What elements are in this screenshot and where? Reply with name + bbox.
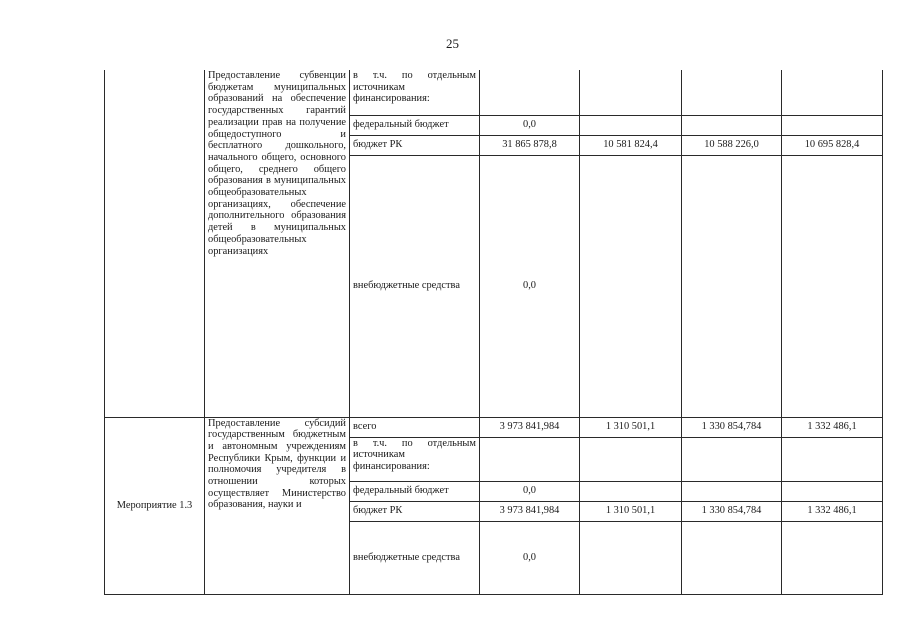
page-number: 25 [446,36,459,51]
year1-cell [580,155,682,417]
source-cell: внебюджетные средства [350,155,480,417]
total-cell: 3 973 841,984 [480,501,580,521]
year1-cell: 1 310 501,1 [580,501,682,521]
total-cell: 0,0 [480,481,580,501]
budget-table [104,70,883,595]
source-cell: в т.ч. по отдельным источникам финансирования: [350,70,480,115]
source-cell: федеральный бюджет [350,115,480,135]
source-cell: бюджет РК [350,135,480,155]
total-cell: 0,0 [480,115,580,135]
total-cell: 0,0 [480,521,580,594]
year2-cell [682,115,782,135]
table-row [105,70,883,115]
event-description-cell: Предоставление субвенции бюджетам муниципальных образований на обеспечение государственных гарантий реализации прав на получение общедоступного и бесплатного дошкольного, начального общего, основного общего, среднего общего образования в муниципальных общеобразовательных организациях, обеспечение дополнительного образования детей в муниципальных общеобразовательных организациях [205,70,350,417]
year2-cell [682,155,782,417]
year2-cell: 1 330 854,784 [682,417,782,437]
source-cell: всего [350,417,480,437]
source-cell: федеральный бюджет [350,481,480,501]
year2-cell [682,481,782,501]
total-cell: 0,0 [480,155,580,417]
year3-cell [782,70,883,115]
event-cell: Мероприятие 1.3 [105,417,205,594]
year2-cell: 10 588 226,0 [682,135,782,155]
year3-cell: 10 695 828,4 [782,135,883,155]
table-row [105,417,883,437]
year3-cell [782,481,883,501]
year3-cell [782,155,883,417]
source-cell: внебюджетные средства [350,521,480,594]
year2-cell [682,521,782,594]
total-cell [480,437,580,481]
total-cell: 31 865 878,8 [480,135,580,155]
source-cell: бюджет РК [350,501,480,521]
year1-cell [580,481,682,501]
year1-cell [580,437,682,481]
year3-cell [782,521,883,594]
year3-cell: 1 332 486,1 [782,417,883,437]
year2-cell: 1 330 854,784 [682,501,782,521]
year3-cell: 1 332 486,1 [782,501,883,521]
year1-cell: 10 581 824,4 [580,135,682,155]
year3-cell [782,115,883,135]
source-cell: в т.ч. по отдельным источникам финансирования: [350,437,480,481]
event-description-cell: Предоставление субсидий государственным бюджетным и автономным учреждениям Республики Крым, функции и полномочия учредителя в отношении которых осуществляет Министерство образования, науки и [205,417,350,594]
year1-cell [580,70,682,115]
year2-cell [682,70,782,115]
year1-cell: 1 310 501,1 [580,417,682,437]
total-cell: 3 973 841,984 [480,417,580,437]
year2-cell [682,437,782,481]
year1-cell [580,115,682,135]
total-cell [480,70,580,115]
event-cell [105,70,205,417]
year3-cell [782,437,883,481]
year1-cell [580,521,682,594]
